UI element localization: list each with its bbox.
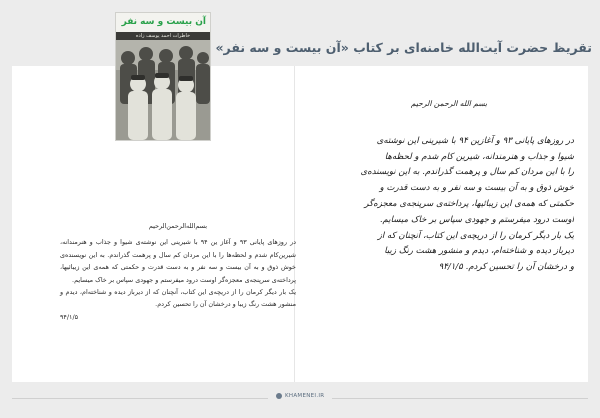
typed-bismillah: بسم‌الله‌الرحمن‌الرحیم: [148, 222, 208, 230]
typed-paragraph: یک بار دیگر کرمان را از دریچه‌ی این کتاب، آنچنان که از دیرباز دیده و شناخته‌ام، دیدم و منشور هشت رنگ زیبا و درخشان آن را تحسین کردم.: [60, 288, 296, 309]
handwritten-line: و درخشان آن را تحسین کردم. ۹۴/۱/۵: [438, 262, 574, 273]
handwritten-line: در روزهای پایانی ۹۳ و آغازین ۹۴ با شیرینی این نوشته‌ی: [376, 135, 574, 146]
handwritten-line: شیوا و جذاب و هنرمندانه، شیرین کام شدم و لحظه‌ها: [384, 151, 574, 162]
footer-brand: [268, 393, 332, 399]
book-cover-photo: [116, 40, 210, 140]
handwritten-line: حکمتی که همه‌ی این زیبائیها، پرداخته‌ی سرپنجه‌ی معجزه‌گر: [364, 198, 574, 209]
handwritten-note: [324, 96, 574, 276]
brand-text: KHAMENEI.IR: [285, 393, 325, 399]
book-cover: [116, 13, 210, 140]
handwritten-line: دیرباز دیده و شناخته‌ام، دیدم و منشور هشت رنگ زیبا: [384, 246, 574, 257]
page-title: تقریظ حضرت آیت‌الله خامنه‌ای بر کتاب «آن بیست و سه نفر»: [215, 39, 592, 55]
handwritten-line: را با این مردان کم سال و پرهمت گذراندم. به این نویسنده‌ی: [360, 167, 574, 178]
brand-logo-icon: [276, 393, 282, 399]
book-cover-title: آن بیست و سه نفر: [121, 17, 206, 27]
book-cover-subtitle: خاطرات احمد یوسف زاده: [116, 32, 210, 40]
handwritten-line: یک بار دیگر کرمان را از دریچه‌ی این کتاب، آنچنان که از: [377, 230, 574, 241]
typed-date: ۹۴/۱/۵: [60, 312, 79, 321]
handwritten-line: اوست درود میفرستم و جهودی سپاس بر خاک میسایم.: [379, 214, 574, 225]
typed-paragraph: در روزهای پایانی ۹۳ و آغاز ین ۹۴ با شیرینی این نوشته‌ی شیوا و جذاب و هنرمندانه، شیرین‌کام شدم و لحظه‌ها را با این مردان کم سال و پرهمت گذراندم. به این نویسنده‌ی خوش ذوق و به آن بیست و سه نفر و به دست قدرت و حکمتی که همه‌ی این زیبائیها، پرداخته‌ی سرپنجه‌ی معجزه‌گر اوست درود میفرستم و جهودی سپاس بر خاک میسایم.: [60, 238, 296, 284]
handwritten-heading: بسم الله الرحمن الرحیم: [410, 99, 488, 108]
handwritten-line: خوش ذوق و به آن بیست و سه نفر و به دست قدرت و: [379, 183, 574, 194]
typed-transcription: [60, 220, 296, 323]
book-cover-header: [116, 13, 210, 32]
page-header: [215, 38, 598, 56]
